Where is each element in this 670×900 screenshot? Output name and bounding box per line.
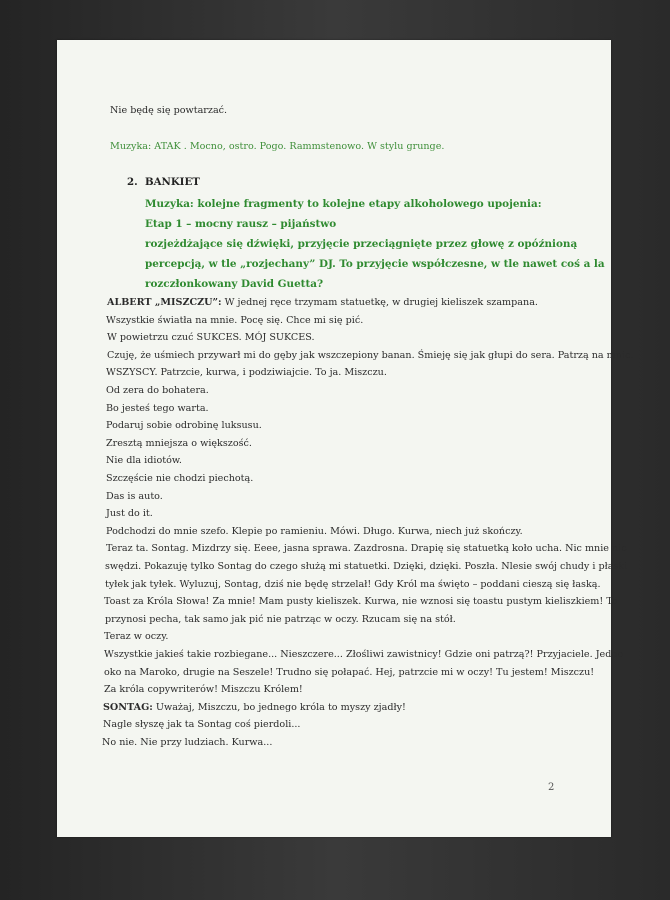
dialogue-line: [104, 649, 623, 660]
line-text: Podchodzi do mnie szefo. Klepie po ramieniu. Mówi. Długo. Kurwa, niech już skończy.: [106, 526, 523, 537]
line-text: Just do it.: [106, 508, 153, 519]
line-text: Podaruj sobie odrobinę luksusu.: [106, 420, 262, 431]
line-text: przynosi pecha, tak samo jak pić nie patrząc w oczy. Rzucam się na stół.: [105, 614, 456, 625]
line-text: WSZYSCY. Patrzcie, kurwa, i podziwiajcie. To ja. Miszczu.: [106, 367, 387, 378]
dialogue-line: [104, 631, 168, 642]
dialogue-line: [106, 455, 182, 466]
section-number: 2.: [127, 176, 138, 188]
dialogue-line: [105, 561, 627, 572]
intro-line: Nie będę się powtarzać.: [110, 105, 228, 116]
dialogue-line: [105, 579, 601, 590]
line-text: Czuję, że uśmiech przywarł mi do gęby jak wszczepiony banan. Śmieję się jak głupi do sera. Patrzą na mnie.: [107, 350, 634, 361]
line-text: Wszystkie jakieś takie rozbiegane... Nieszczere... Złośliwi zawistnicy! Gdzie oni patrzą?! Przyjaciele. Jedno: [104, 649, 624, 660]
stage-note: Muzyka: kolejne fragmenty to kolejne etapy alkoholowego upojenia:: [145, 198, 542, 210]
line-text: Za króla copywriterów! Miszczu Królem!: [104, 684, 303, 695]
line-text: Teraz w oczy.: [104, 631, 169, 642]
speaker-name: SONTAG:: [103, 702, 153, 713]
dialogue-line: [106, 403, 209, 414]
dialogue-line: [102, 737, 272, 748]
line-text: Od zera do bohatera.: [106, 385, 209, 396]
stage-note: rozczłonkowany David Guetta?: [145, 278, 324, 290]
line-text: Das is auto.: [106, 491, 163, 502]
dialogue-line: [105, 614, 456, 625]
line-text: W powietrzu czuć SUKCES. MÓJ SUKCES.: [107, 332, 315, 343]
speaker-name: ALBERT „MISZCZU”:: [107, 297, 222, 308]
page-sheet: [57, 40, 634, 837]
stage-note: percepcją, w tle „rozjechany” DJ. To przyjęcie współczesne, w tle nawet coś a la: [145, 258, 605, 270]
dialogue-line: [104, 596, 618, 607]
dialogue-line: [106, 526, 523, 537]
line-text: Uważaj, Miszczu, bo jednego króla to myszy zjadły!: [152, 702, 406, 713]
dialogue-line: [106, 508, 153, 519]
section-heading: [127, 176, 200, 188]
dialogue-line: [106, 473, 253, 484]
dialogue-line: [106, 420, 262, 431]
dialogue-line: [104, 684, 303, 695]
dialogue-line: [107, 350, 634, 361]
page-number: 2: [548, 782, 555, 793]
line-text: oko na Maroko, drugie na Seszele! Trudno się połapać. Hej, patrzcie mi w oczy! Tu jestem! Miszczu!: [104, 667, 595, 678]
dialogue-line: [106, 367, 387, 378]
line-text: Nagle słyszę jak ta Sontag coś pierdoli...: [103, 719, 301, 730]
line-text: Bo jesteś tego warta.: [106, 403, 209, 414]
dialogue-line: [106, 315, 363, 326]
dialogue-line: [106, 491, 163, 502]
dialogue-line: [106, 438, 252, 449]
line-text: Nie dla idiotów.: [106, 455, 182, 466]
dialogue-line: [106, 385, 209, 396]
line-text: Toast za Króla Słowa! Za mnie! Mam pusty kieliszek. Kurwa, nie wznosi się toastu pustym kieliszkiem! To: [104, 596, 618, 607]
dialogue-line: [107, 332, 315, 343]
stage-note: rozjeżdżające się dźwięki, przyjęcie przeciągnięte przez głowę z opóźnioną: [145, 238, 578, 250]
dialogue-line: [103, 719, 300, 730]
line-text: No nie. Nie przy ludziach. Kurwa...: [102, 737, 273, 748]
line-text: Szczęście nie chodzi piechotą.: [106, 473, 254, 484]
line-text: tyłek jak tyłek. Wyluzuj, Sontag, dziś nie będę strzelał! Gdy Król ma święto – poddani cieszą się łaską.: [105, 579, 601, 590]
stage-notes: [145, 194, 605, 294]
dialogue-line: [104, 667, 594, 678]
line-text: W jednej ręce trzymam statuetkę, w drugiej kieliszek szampana.: [221, 297, 538, 308]
music-direction: Muzyka: ATAK . Mocno, ostro. Pogo. Rammstenowo. W stylu grunge.: [110, 141, 445, 152]
line-text: Zresztą mniejsza o większość.: [106, 438, 252, 449]
line-text: Teraz ta. Sontag. Mizdrzy się. Eeee, jasna sprawa. Zazdrosna. Drapię się statuetką koło ucha. Nic mnie nie: [106, 543, 627, 554]
line-text: Wszystkie światła na mnie. Pocę się. Chce mi się pić.: [106, 315, 364, 326]
dialogue-line: [106, 543, 627, 554]
stage-note: Etap 1 – mocny rausz – pijaństwo: [145, 218, 337, 230]
section-title: BANKIET: [145, 176, 200, 188]
dialogue-line: [103, 702, 406, 713]
dialogue-line: [107, 297, 538, 308]
line-text: swędzi. Pokazuję tylko Sontag do czego służą mi statuetki. Dzięki, dzięki. Poszła. Nlesie swój chudy i płaski: [105, 561, 628, 572]
